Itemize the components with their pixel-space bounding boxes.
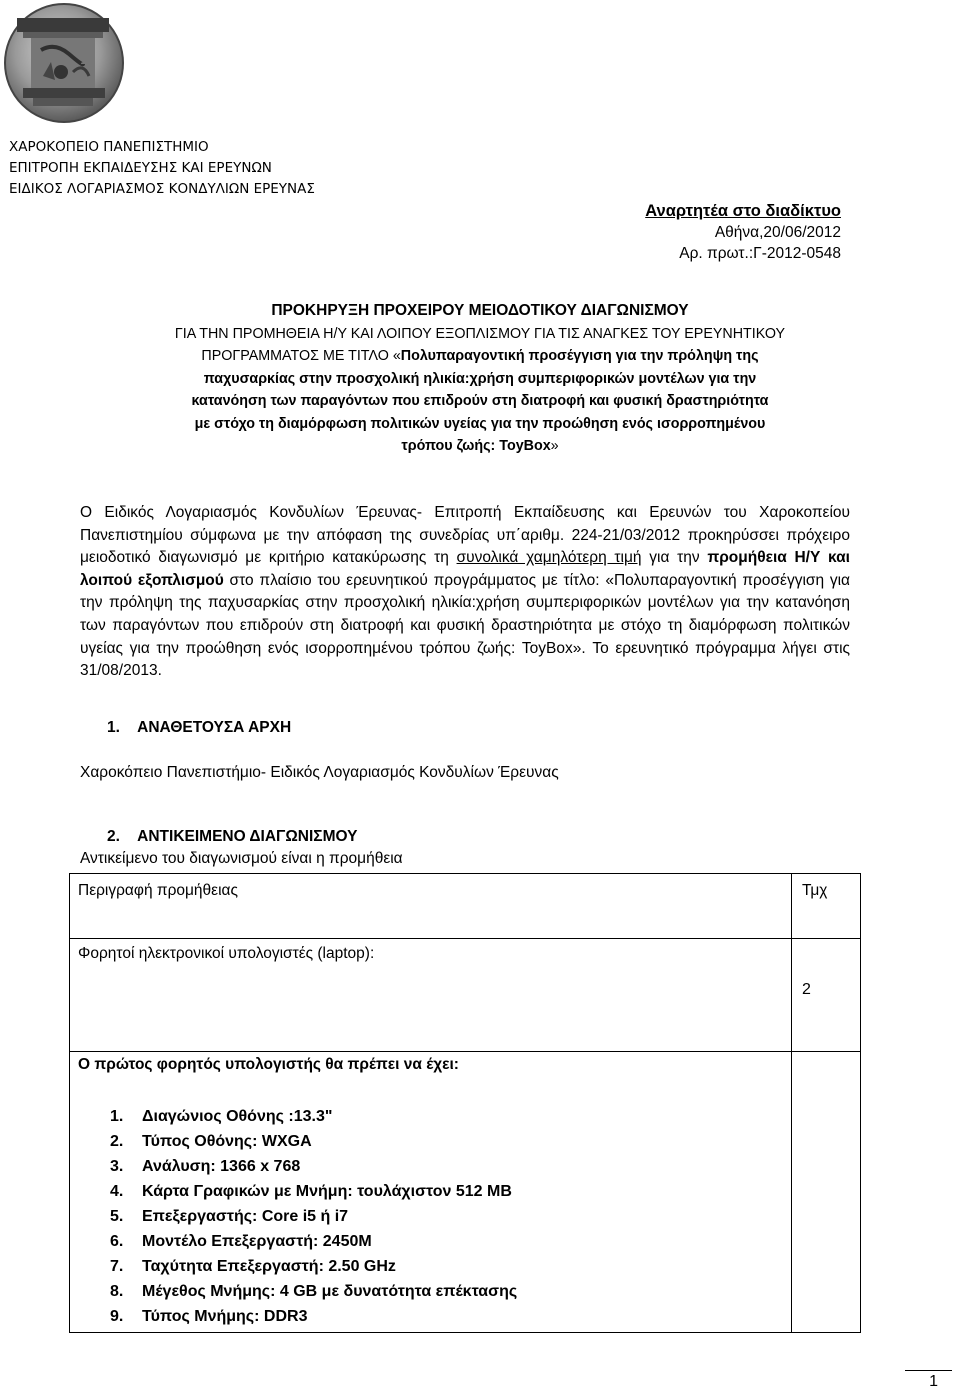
spec-number: 1.	[110, 1108, 124, 1125]
spec-text: Μοντέλο Επεξεργαστή: 2450M	[142, 1233, 372, 1250]
title-line-7-plain: »	[550, 438, 559, 454]
spec-text: Κάρτα Γραφικών με Μνήμη: τουλάχιστον 512 MB	[142, 1183, 512, 1200]
list-item	[110, 1304, 791, 1329]
title-line-5: κατανόηση των παραγόντων που επιδρούν στη διατροφή και φυσική δραστηριότητα	[191, 393, 769, 409]
spec-text: Επεξεργαστής: Core i5 ή i7	[142, 1208, 349, 1225]
university-seal-logo	[3, 2, 125, 124]
title-line-6: με στόχο τη διαμόρφωση πολιτικών υγείας για την προώθηση ενός ισορροπημένου	[194, 415, 766, 432]
spec-text: Μέγεθος Μνήμης: 4 GB με δυνατότητα επέκτασης	[142, 1283, 518, 1300]
spec-number: 9.	[110, 1308, 124, 1325]
spec-text: Διαγώνιος Οθόνης :13.3"	[142, 1108, 333, 1125]
spec-number: 3.	[110, 1158, 124, 1175]
spec-text: Ταχύτητα Επεξεργαστή: 2.50 GHz	[142, 1258, 396, 1275]
section-2-heading: 2. ΑΝΤΙΚΕΙΜΕΝΟ ΔΙΑΓΩΝΙΣΜΟΥ	[107, 828, 358, 845]
list-item	[110, 1129, 791, 1154]
intro-text-a: Ο Ειδικός Λογαριασμός Κονδυλίων Έρευνας- Επιτροπή Εκπαίδευσης και Ερευνών του Χαροκοπείου Πανεπιστημίου σύμφωνα με την απόφαση της συνεδρίας υπ΄αριθμ. 224-21/03/2012 προκηρύσσει πρόχειρο μειοδοτικό διαγωνισμό με κριτήριο κατακύρωσης τη	[80, 504, 850, 567]
org-line-university: ΧΑΡΟΚΟΠΕΙΟ ΠΑΝΕΠΙΣΤΗΜΙΟ	[9, 139, 209, 155]
table-row	[70, 1052, 861, 1333]
page-number-rule	[905, 1370, 952, 1371]
intro-text-c: στο πλαίσιο του ερευνητικού προγράμματος με τίτλο: «Πολυπαραγοντική προσέγγιση για την πρόληψη της παχυσαρκίας στην προσχολική ηλικία:χρήση συμπεριφορικών μοντέλων για την κατανόηση των παραγόντων που επιδρούν στη διατροφή και φυσική δραστηριότητα με στόχο τη διαμόρφωση πολιτικών υγείας για την προώθηση ενός ισορροπημένου τρόπου ζωής: ToyBox». Το ερευνητικό πρόγραμμα λήγει στις 31/08/2013.	[80, 571, 850, 680]
section-1-heading: 1. ΑΝΑΘΕΤΟΥΣΑ ΑΡΧΗ	[107, 719, 292, 736]
col-qty-label: Τμχ	[802, 882, 828, 899]
list-item	[110, 1179, 791, 1204]
spec-number: 4.	[110, 1183, 124, 1200]
list-item	[110, 1104, 791, 1129]
spec-number: 7.	[110, 1258, 124, 1275]
item-qty: 2	[802, 981, 811, 998]
spec-number: 6.	[110, 1233, 124, 1250]
spec-list	[70, 1104, 791, 1329]
item-description: Φορητοί ηλεκτρονικοί υπολογιστές (laptop):	[78, 945, 375, 962]
list-item	[110, 1154, 791, 1179]
title-line-3-bold: Πολυπαραγοντική προσέγγιση για την πρόληψη της	[400, 348, 759, 364]
title-line-7	[60, 435, 900, 458]
spec-text: Τύπος Μνήμης: DDR3	[142, 1308, 308, 1325]
list-item	[110, 1229, 791, 1254]
spec-text: Ανάλυση: 1366 x 768	[142, 1158, 301, 1175]
organization-header	[9, 137, 315, 200]
spec-number: 2.	[110, 1133, 124, 1150]
list-item	[110, 1204, 791, 1229]
title-line-1: ΠΡΟΚΗΡΥΞΗ ΠΡΟΧΕΙΡΟΥ ΜΕΙΟΔΟΤΙΚΟΥ ΔΙΑΓΩΝΙΣΜΟΥ	[271, 302, 689, 319]
page-number: 1	[929, 1373, 938, 1390]
org-line-committee: ΕΠΙΤΡΟΠΗ ΕΚΠΑΙΔΕΥΣΗΣ ΚΑΙ ΕΡΕΥΝΩΝ	[9, 160, 272, 176]
item-qty-cell	[792, 939, 861, 1052]
supply-table	[69, 873, 861, 1333]
list-item	[110, 1279, 791, 1304]
title-line-2: ΓΙΑ ΤΗΝ ΠΡΟΜΗΘΕΙΑ Η/Υ ΚΑΙ ΛΟΙΠΟΥ ΕΞΟΠΛΙΣΜΟΥ ΓΙΑ ΤΙΣ ΑΝΑΓΚΕΣ ΤΟΥ ΕΡΕΥΝΗΤΙΚΟΥ	[174, 325, 786, 342]
table-header-row	[70, 874, 861, 939]
item-description-cell	[70, 939, 792, 1052]
table-row	[70, 939, 861, 1052]
org-line-account: ΕΙΔΙΚΟΣ ΛΟΓΑΡΙΑΣΜΟΣ ΚΟΝΔΥΛΙΩΝ ΕΡΕΥΝΑΣ	[9, 181, 315, 197]
document-meta	[645, 201, 841, 264]
table-header-description	[70, 874, 792, 939]
tender-title	[60, 300, 900, 458]
intro-text-b: για την	[641, 549, 708, 567]
spec-text: Τύπος Οθόνης: WXGA	[142, 1133, 312, 1150]
spec-qty-cell	[792, 1052, 861, 1333]
spec-number: 8.	[110, 1283, 124, 1300]
section-2-text: Αντικείμενο του διαγωνισμού είναι η προμήθεια	[80, 850, 403, 867]
document-date: Αθήνα,20/06/2012	[714, 224, 841, 241]
table-header-qty	[792, 874, 861, 939]
protocol-number: Αρ. πρωτ.:Γ-2012-0548	[679, 245, 841, 262]
posting-note: Αναρτητέα στο διαδίκτυο	[645, 202, 841, 220]
spec-heading: Ο πρώτος φορητός υπολογιστής θα πρέπει να έχει:	[78, 1056, 459, 1073]
list-item	[110, 1254, 791, 1279]
section-1-text: Χαροκόπειο Πανεπιστήμιο- Ειδικός Λογαριασμός Κονδυλίων Έρευνας	[80, 764, 559, 781]
spec-cell	[70, 1052, 792, 1333]
spec-number: 5.	[110, 1208, 124, 1225]
title-line-3	[60, 345, 900, 368]
title-line-7-bold: τρόπου ζωής: ToyBox	[401, 438, 551, 454]
intro-paragraph	[80, 502, 850, 683]
intro-text-underlined: συνολικά χαμηλότερη τιμή	[456, 549, 642, 567]
col-desc-label: Περιγραφή προμήθειας	[78, 882, 238, 899]
title-line-3-plain: ΠΡΟΓΡΑΜΜΑΤΟΣ ΜΕ ΤΙΤΛΟ «	[201, 348, 401, 364]
title-line-4: παχυσαρκίας στην προσχολική ηλικία:χρήση συμπεριφορικών μοντέλων για την	[203, 370, 757, 387]
intro-text-bold: προμήθεια Η/Υ και λοιπού εξοπλισμού	[80, 549, 850, 589]
